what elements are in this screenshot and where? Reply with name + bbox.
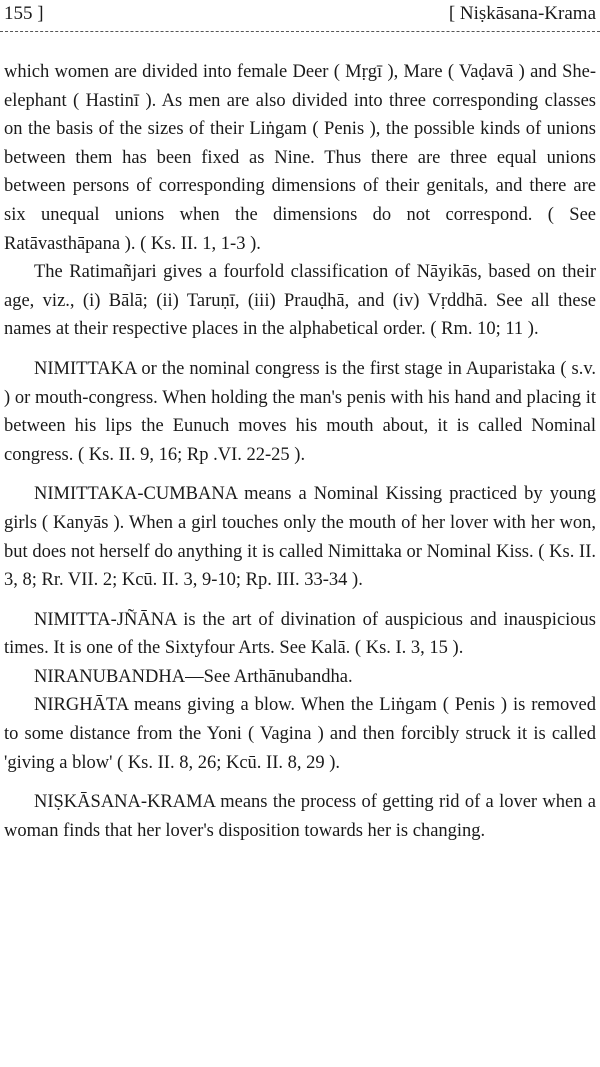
entry-term: NIMITTAKA — [34, 358, 137, 379]
entry-term: NIRGHĀTA — [34, 695, 129, 716]
paragraph-continuation — [4, 58, 596, 258]
entry-term: NIMITTAKA-CUMBANA — [34, 484, 238, 505]
page-header — [4, 0, 596, 30]
entry-term: NIṢKĀSANA-KRAMA — [34, 792, 215, 813]
entry-nimittaka — [4, 355, 596, 469]
entry-text: is the art of divination of auspicious and inauspicious times. It is one of the Sixtyfour Arts. See Kalā. ( Ks. I. 3, 15 ). — [4, 609, 596, 659]
entry-text: means the process of getting rid of a lover when a woman finds that her lover's disposition towards her is changing. — [4, 792, 596, 841]
page-body — [4, 58, 596, 845]
entry-text: means giving a blow. When the Liṅgam ( Penis ) is removed to some distance from the Yoni ( Vagina ) and then forcibly struck it is called 'giving a blow' ( Ks. II. 8, 26; Kcū. II. 8, 29 ). — [4, 695, 596, 773]
entry-niranubandha — [4, 663, 596, 692]
paragraph-text: The Ratimañjari gives a fourfold classification of Nāyikās, based on their age, viz., (i) Bālā; (ii) Taruṇī, (iii) Prauḍhā, and (iv) Vṛddhā. See all these names at their respective places in the alphabetical order. ( Rm. 10; 11 ). — [4, 262, 596, 340]
entry-nimitta-jnana — [4, 606, 596, 663]
entry-nirghata — [4, 691, 596, 777]
running-head: [ Niṣkāsana-Krama — [448, 3, 596, 24]
entry-text: or the nominal congress is the first stage in Auparistaka ( s.v. ) or mouth-congress. When holding the man's penis with his hand and placing it between his lips the Eunuch moves his mouth about, it is called Nominal congress. ( Ks. II. 9, 16; Rp .VI. 22-25 ). — [4, 358, 596, 465]
entry-term: NIMITTA-JÑĀNA — [34, 609, 177, 630]
header-rule — [0, 31, 600, 32]
paragraph-ratimanjari — [4, 258, 596, 344]
entry-niskasana-krama — [4, 788, 596, 845]
entry-text: means a Nominal Kissing practiced by young girls ( Kanyās ). When a girl touches only the mouth of her lover with her won, but does not herself do anything it is called Nimittaka or Nominal Kiss. ( Ks. II. 3, 8; Rr. VII. 2; Kcū. II. 3, 9-10; Rp. III. 33-34 ). — [4, 484, 596, 591]
entry-nimittaka-cumbana — [4, 480, 596, 594]
entry-text: —See Arthānubandha. — [185, 666, 353, 687]
entry-term: NIRANUBANDHA — [34, 666, 186, 687]
page-number: 155 ] — [4, 3, 44, 24]
paragraph-text: which women are divided into female Deer ( Mṛgī ), Mare ( Vaḍavā ) and She-elephant ( Hastinī ). As men are also divided into three corresponding classes on the basis of the sizes of their Liṅgam ( Penis ), the possible kinds of unions between them has been fixed as Nine. Thus there are three equal unions between persons of corresponding dimensions of their genitals, and there are six unequal unions when the dimensions do not correspond. ( See Ratāvasthāpana ). ( Ks. II. 1, 1-3 ). — [4, 62, 596, 254]
